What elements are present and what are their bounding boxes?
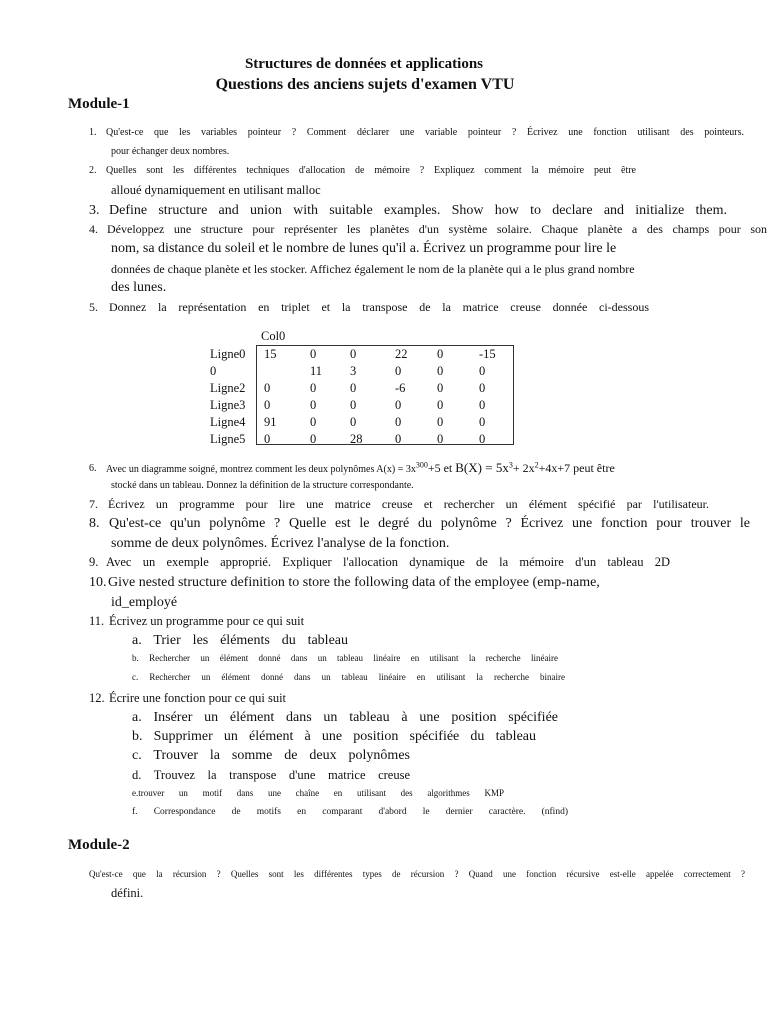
q6-number: 6. xyxy=(89,463,97,474)
q6-line1 xyxy=(106,460,615,476)
document-title: Structures de données et applications xyxy=(244,56,484,72)
matrix-cell: 0 xyxy=(437,347,444,361)
matrix-cell: 28 xyxy=(350,432,363,446)
q10-line1: Give nested structure definition to store the following data of the employee (emp-name, xyxy=(108,575,600,590)
q5-line1: Donnez la représentation en triplet et la transpose de la matrice creuse donnée ci-dessous xyxy=(109,300,649,314)
matrix-cell: 0 xyxy=(395,415,402,429)
matrix-cell: 0 xyxy=(437,364,444,378)
matrix-cell: 0 xyxy=(310,415,317,429)
matrix-cell: 91 xyxy=(264,415,277,429)
matrix-cell: -15 xyxy=(479,347,496,361)
matrix-row-label: Ligne0 xyxy=(210,347,246,361)
matrix-cell: 0 xyxy=(437,381,444,395)
matrix-row-label: Ligne4 xyxy=(210,415,246,429)
matrix-cell: 0 xyxy=(310,432,317,446)
m2-q1-line2: défini. xyxy=(111,886,144,900)
q4-line3: données de chaque planète et les stocker. Affichez également le nom de la planète qui a le plus grand nombre xyxy=(111,262,635,276)
matrix-cell: 0 xyxy=(310,398,317,412)
matrix-col-header: Col0 xyxy=(261,329,286,343)
q1-line1: Qu'est-ce que les variables pointeur ? Comment déclarer une variable pointeur ? Écrivez une fonction utilisant des pointeurs. xyxy=(106,127,744,138)
q6-text-a: Avec un diagramme soigné, montrez comment les deux polynômes A(x) = 3x xyxy=(106,464,416,475)
q9-number: 9. xyxy=(89,555,99,569)
matrix-cell: 0 xyxy=(437,432,444,446)
sparse-matrix-table xyxy=(210,346,519,448)
q8-line2: somme de deux polynômes. Écrivez l'analyse de la fonction. xyxy=(111,536,450,551)
q11-item-c: c. Rechercher un élément donné dans un tableau linéaire en utilisant la recherche binaire xyxy=(132,672,565,682)
matrix-cell: -6 xyxy=(395,381,406,395)
matrix-cell: 0 xyxy=(395,398,402,412)
q2-number: 2. xyxy=(89,165,97,176)
matrix-row xyxy=(210,346,519,363)
q12-line1: Écrire une fonction pour ce qui suit xyxy=(109,691,287,705)
q6-exponent-300: 300 xyxy=(415,460,428,470)
matrix-cell: 0 xyxy=(479,364,486,378)
q12-item-a: a. Insérer un élément dans un tableau à une position spécifiée xyxy=(132,710,558,725)
q7-number: 7. xyxy=(89,497,98,511)
q1-number: 1. xyxy=(89,127,97,138)
q10-line2: id_employé xyxy=(111,595,178,610)
matrix-cell: 0 xyxy=(350,415,357,429)
q7-line1: Écrivez un programme pour lire une matrice creuse et rechercher un élément spécifié par l'utilisateur. xyxy=(108,497,709,511)
matrix-cell xyxy=(256,363,310,380)
q11-line1: Écrivez un programme pour ce qui suit xyxy=(109,614,305,628)
matrix-cell: 0 xyxy=(310,381,317,395)
matrix-cell: 0 xyxy=(395,432,402,446)
q4-line2: nom, sa distance du soleil et le nombre de lunes qu'il a. Écrivez un programme pour lire le xyxy=(111,241,617,256)
matrix-cell: 0 xyxy=(264,432,271,446)
q1-line2: pour échanger deux nombres. xyxy=(111,146,230,157)
q6-exponent-2: 2 xyxy=(534,460,539,470)
q4-line4: des lunes. xyxy=(111,280,167,295)
q6-line2: stocké dans un tableau. Donnez la définition de la structure correspondante. xyxy=(111,480,414,491)
q2-line1: Quelles sont les différentes techniques d'allocation de mémoire ? Expliquez comment la mémoire peut être xyxy=(106,165,636,176)
q12-item-d: d. Trouvez la transpose d'une matrice creuse xyxy=(132,768,410,782)
m2-q1-line1: Qu'est-ce que la récursion ? Quelles sont les différentes types de récursion ? Quand une fonction récursive est-elle appelée correctement ? xyxy=(89,869,745,879)
matrix-cell: 0 xyxy=(479,381,486,395)
matrix-row-label: 0 xyxy=(210,364,217,378)
matrix-cell: 11 xyxy=(310,364,323,378)
q5-number: 5. xyxy=(89,300,98,314)
document-subtitle: Questions des anciens sujets d'examen VTU xyxy=(215,76,515,93)
matrix-row xyxy=(210,414,519,431)
q12-number: 12. xyxy=(89,691,105,705)
matrix-cell: 22 xyxy=(395,347,408,361)
q12-item-c: c. Trouver la somme de deux polynômes xyxy=(132,748,410,763)
q3-line1: Define structure and union with suitable examples. Show how to declare and initialize them. xyxy=(109,203,727,218)
matrix-cell: 0 xyxy=(479,398,486,412)
q4-line1: Développez une structure pour représenter les planètes d'un système solaire. Chaque planète a des champs pour son xyxy=(107,222,767,236)
q6-exponent-3: 3 xyxy=(508,460,513,470)
q8-line1: Qu'est-ce qu'un polynôme ? Quelle est le degré du polynôme ? Écrivez une fonction pour trouver le xyxy=(109,516,750,531)
module-1-heading: Module-1 xyxy=(68,96,130,112)
matrix-cell: 0 xyxy=(437,415,444,429)
q10-number: 10. xyxy=(89,575,107,590)
matrix-row-label: Ligne2 xyxy=(210,381,246,395)
q2-line2: alloué dynamiquement en utilisant malloc xyxy=(111,183,321,197)
matrix-cell: 0 xyxy=(350,347,357,361)
matrix-cell: 0 xyxy=(395,364,402,378)
matrix-cell: 0 xyxy=(437,398,444,412)
matrix-cell: 0 xyxy=(264,381,271,395)
q3-number: 3. xyxy=(89,203,100,218)
q4-number: 4. xyxy=(89,222,98,236)
matrix-cell: 15 xyxy=(264,347,277,361)
matrix-cell: 0 xyxy=(310,347,317,361)
matrix-row xyxy=(210,397,519,414)
matrix-row xyxy=(210,363,519,380)
q6-text-c: +4x+7 peut être xyxy=(538,461,615,475)
matrix-cell: 0 xyxy=(479,415,486,429)
q6-bx2: + 2x xyxy=(512,461,535,475)
q9-line1: Avec un exemple approprié. Expliquer l'allocation dynamique de la mémoire d'un tableau 2D xyxy=(106,555,670,569)
matrix-cell: 0 xyxy=(479,432,486,446)
module-2-heading: Module-2 xyxy=(68,837,130,853)
matrix-cell: 0 xyxy=(350,398,357,412)
matrix-cell: 0 xyxy=(350,381,357,395)
matrix-cell: 3 xyxy=(350,364,357,378)
matrix-cell: 0 xyxy=(264,398,271,412)
q12-item-b: b. Supprimer un élément à une position spécifiée du tableau xyxy=(132,729,536,744)
q6-bx: B(X) = 5x xyxy=(455,460,509,475)
q6-text-b: +5 et xyxy=(427,461,456,475)
q11-item-b: b. Rechercher un élément donné dans un tableau linéaire en utilisant la recherche linéaire xyxy=(132,653,558,663)
matrix-row xyxy=(210,380,519,397)
q11-item-a: a. Trier les éléments du tableau xyxy=(132,633,348,648)
q8-number: 8. xyxy=(89,516,100,531)
q12-item-f: f. Correspondance de motifs en comparant d'abord le dernier caractère. (nfind) xyxy=(132,807,568,817)
q11-number: 11. xyxy=(89,614,105,628)
matrix-row xyxy=(210,431,519,448)
q12-item-e: e.trouver un motif dans une chaîne en utilisant des algorithmes KMP xyxy=(132,788,504,798)
matrix-row-label: Ligne5 xyxy=(210,432,246,446)
matrix-row-label: Ligne3 xyxy=(210,398,246,412)
